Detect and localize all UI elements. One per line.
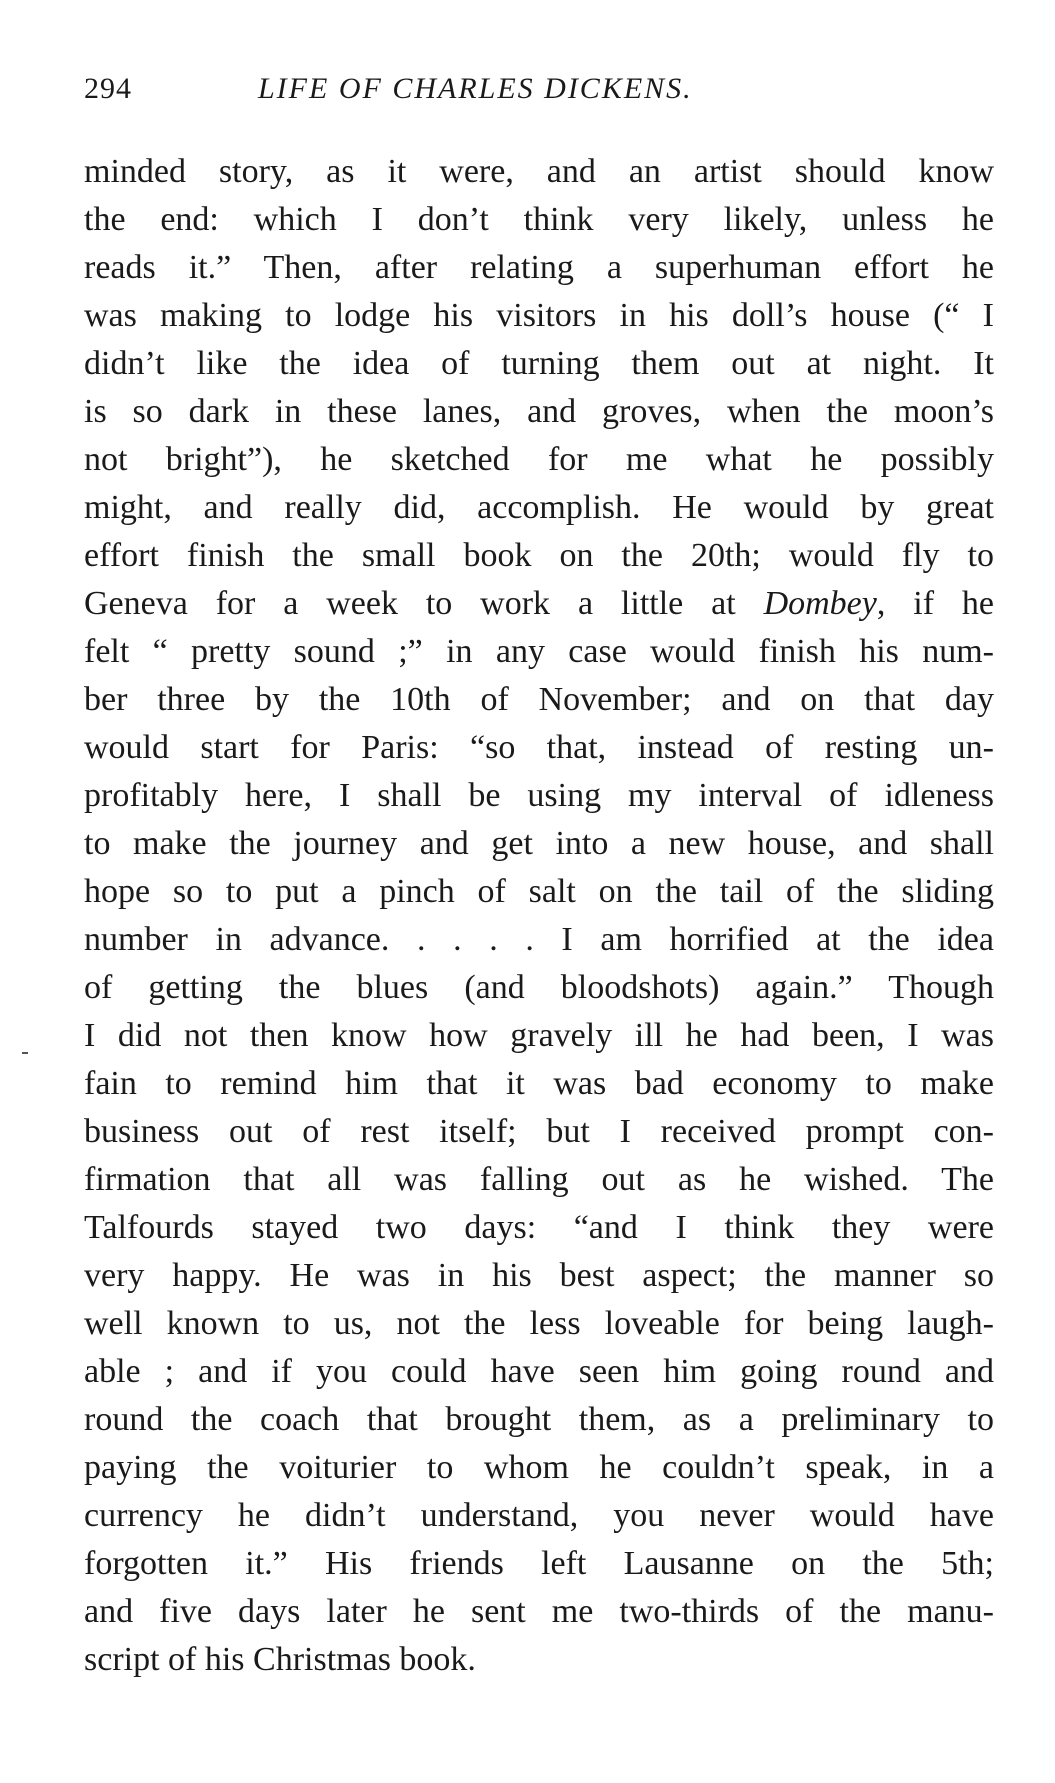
text-line: I did not then know how gravely ill he had been, I was — [84, 1017, 994, 1054]
italic-title: Dombey — [763, 585, 877, 622]
text-line: reads it.” Then, after relating a superhuman effort he — [84, 249, 994, 286]
text-line: felt “ pretty sound ;” in any case would finish his num- — [84, 633, 994, 670]
text-line: profitably here, I shall be using my interval of idleness — [84, 777, 994, 814]
text-line: script of his Christmas book. — [84, 1641, 476, 1678]
text-line: the end: which I don’t think very likely, unless he — [84, 201, 994, 238]
text-line: minded story, as it were, and an artist should know — [84, 153, 994, 190]
text-line: forgotten it.” His friends left Lausanne on the 5th; — [84, 1545, 994, 1582]
text-line: business out of rest itself; but I received prompt con- — [84, 1113, 994, 1150]
text-line: very happy. He was in his best aspect; the manner so — [84, 1257, 994, 1294]
page-number: 294 — [84, 72, 132, 105]
text-line: didn’t like the idea of turning them out at night. It — [84, 345, 994, 382]
text-line: Geneva for a week to work a little at Dombey, if he — [84, 585, 994, 622]
text-line: well known to us, not the less loveable for being laugh- — [84, 1305, 994, 1342]
running-head — [84, 72, 984, 112]
text-line: hope so to put a pinch of salt on the tail of the sliding — [84, 873, 994, 910]
text-line: number in advance. . . . . I am horrified at the idea — [84, 921, 994, 958]
text-line: currency he didn’t understand, you never would have — [84, 1497, 994, 1534]
running-title: LIFE OF CHARLES DICKENS. — [258, 72, 693, 105]
margin-mark — [22, 1052, 28, 1054]
body-text — [84, 148, 994, 1684]
text-line: firmation that all was falling out as he wished. The — [84, 1161, 994, 1198]
text-line: effort finish the small book on the 20th; would fly to — [84, 537, 994, 574]
text-line: is so dark in these lanes, and groves, when the moon’s — [84, 393, 994, 430]
text-line: to make the journey and get into a new house, and shall — [84, 825, 994, 862]
text-line: ber three by the 10th of November; and on that day — [84, 681, 994, 718]
text-line: not bright”), he sketched for me what he possibly — [84, 441, 994, 478]
text-line: paying the voiturier to whom he couldn’t speak, in a — [84, 1449, 994, 1486]
text-line: Talfourds stayed two days: “and I think they were — [84, 1209, 994, 1246]
text-line: able ; and if you could have seen him going round and — [84, 1353, 994, 1390]
text-line: round the coach that brought them, as a preliminary to — [84, 1401, 994, 1438]
text-line: would start for Paris: “so that, instead of resting un- — [84, 729, 994, 766]
text-line: was making to lodge his visitors in his doll’s house (“ I — [84, 297, 994, 334]
text-line: might, and really did, accomplish. He would by great — [84, 489, 994, 526]
text-line: of getting the blues (and bloodshots) again.” Though — [84, 969, 994, 1006]
text-line: fain to remind him that it was bad economy to make — [84, 1065, 994, 1102]
text-line: and five days later he sent me two-thirds of the manu- — [84, 1593, 994, 1630]
